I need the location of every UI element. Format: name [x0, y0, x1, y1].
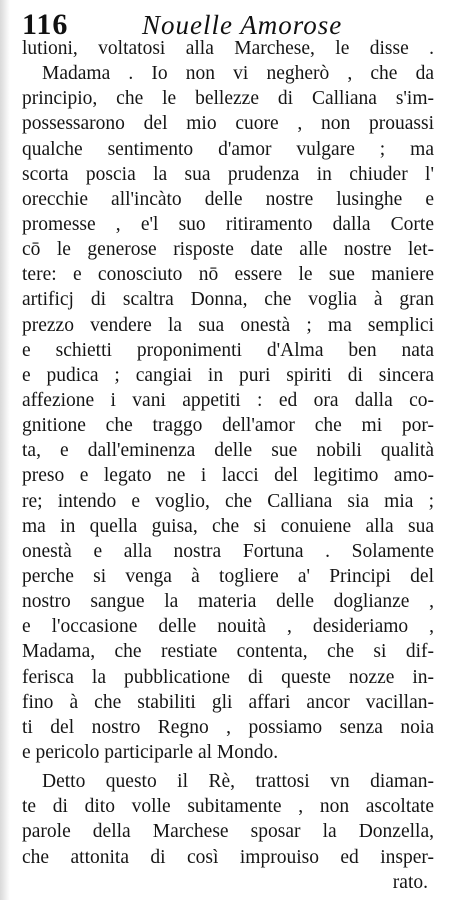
text-line: gnitione che traggo dell'amor che mi por- [22, 415, 434, 437]
text-line: Detto questo il Rè, trattosi vn diaman- [42, 771, 434, 793]
text-line: scorta poscia la sua prudenza in chiuder l' [22, 163, 434, 185]
text-line: Madama, che restiate contenta, che si dif- [22, 641, 434, 663]
text-line: ti del nostro Regno , possiamo senza noia [22, 716, 434, 738]
catchword: rato. [392, 871, 428, 893]
text-line: cō le generose risposte date alle nostre let- [22, 239, 434, 261]
text-line: orecchie all'incàto delle nostre lusinghe e [22, 188, 434, 210]
text-line: qualche sentimento d'amor vulgare ; ma [22, 138, 434, 160]
text-line: prezzo vendere la sua onestà ; ma semplici [22, 314, 434, 336]
text-line: tere: e conosciuto nō essere le sue maniere [22, 264, 434, 286]
text-line: onestà e alla nostra Fortuna . Solamente [22, 540, 434, 562]
text-line: ferisca la pubblicatione di queste nozze in- [22, 666, 434, 688]
text-line: e schietti proponimenti d'Alma ben nata [22, 339, 434, 361]
text-line: Madama . Io non vi negherò , che da [42, 63, 434, 85]
text-line: lutioni, voltatosi alla Marchese, le disse . [22, 38, 434, 59]
running-head: Nouelle Amorose [142, 10, 343, 40]
text-line: principio, che le bellezze di Calliana s'im- [22, 88, 434, 110]
text-line: artificj di scaltra Donna, che voglia à gran [22, 289, 434, 311]
text-line: promesse , e'l suo ritiramento dalla Corte [22, 213, 434, 235]
text-line: possessarono del mio cuore , non prouassi [22, 113, 434, 135]
text-line: nostro sangue la materia delle doglianze , [22, 591, 434, 613]
body-text [22, 36, 434, 895]
text-line: fino à che stabiliti gli affari ancor vacillan- [22, 691, 434, 713]
text-line: te di dito volle subitamente , non ascoltate [22, 796, 434, 818]
text-line: che attonita di così improuiso ed insper- [22, 846, 434, 868]
text-line: ma in quella guisa, che si conuiene alla sua [22, 515, 434, 537]
text-line: re; intendo e voglio, che Calliana sia mia ; [22, 490, 434, 512]
text-line: affezione i vani appetiti : ed ora dalla co- [22, 389, 434, 411]
text-line: parole della Marchese sposar la Donzella, [22, 821, 434, 843]
text-line: ta, e dall'eminenza delle sue nobili qualità [22, 440, 434, 462]
page-gutter-shadow [0, 0, 10, 900]
text-line: e l'occasione delle nouità , desideriamo , [22, 616, 434, 638]
page-number: 116 [22, 8, 69, 41]
text-line: preso e legato ne i lacci del legitimo amo- [22, 465, 434, 487]
text-line: perche si venga à togliere a' Principi del [22, 565, 434, 587]
text-line: e pericolo participarle al Mondo. [22, 741, 279, 763]
text-line: e pudica ; cangiai in puri spiriti di sincera [22, 364, 434, 386]
